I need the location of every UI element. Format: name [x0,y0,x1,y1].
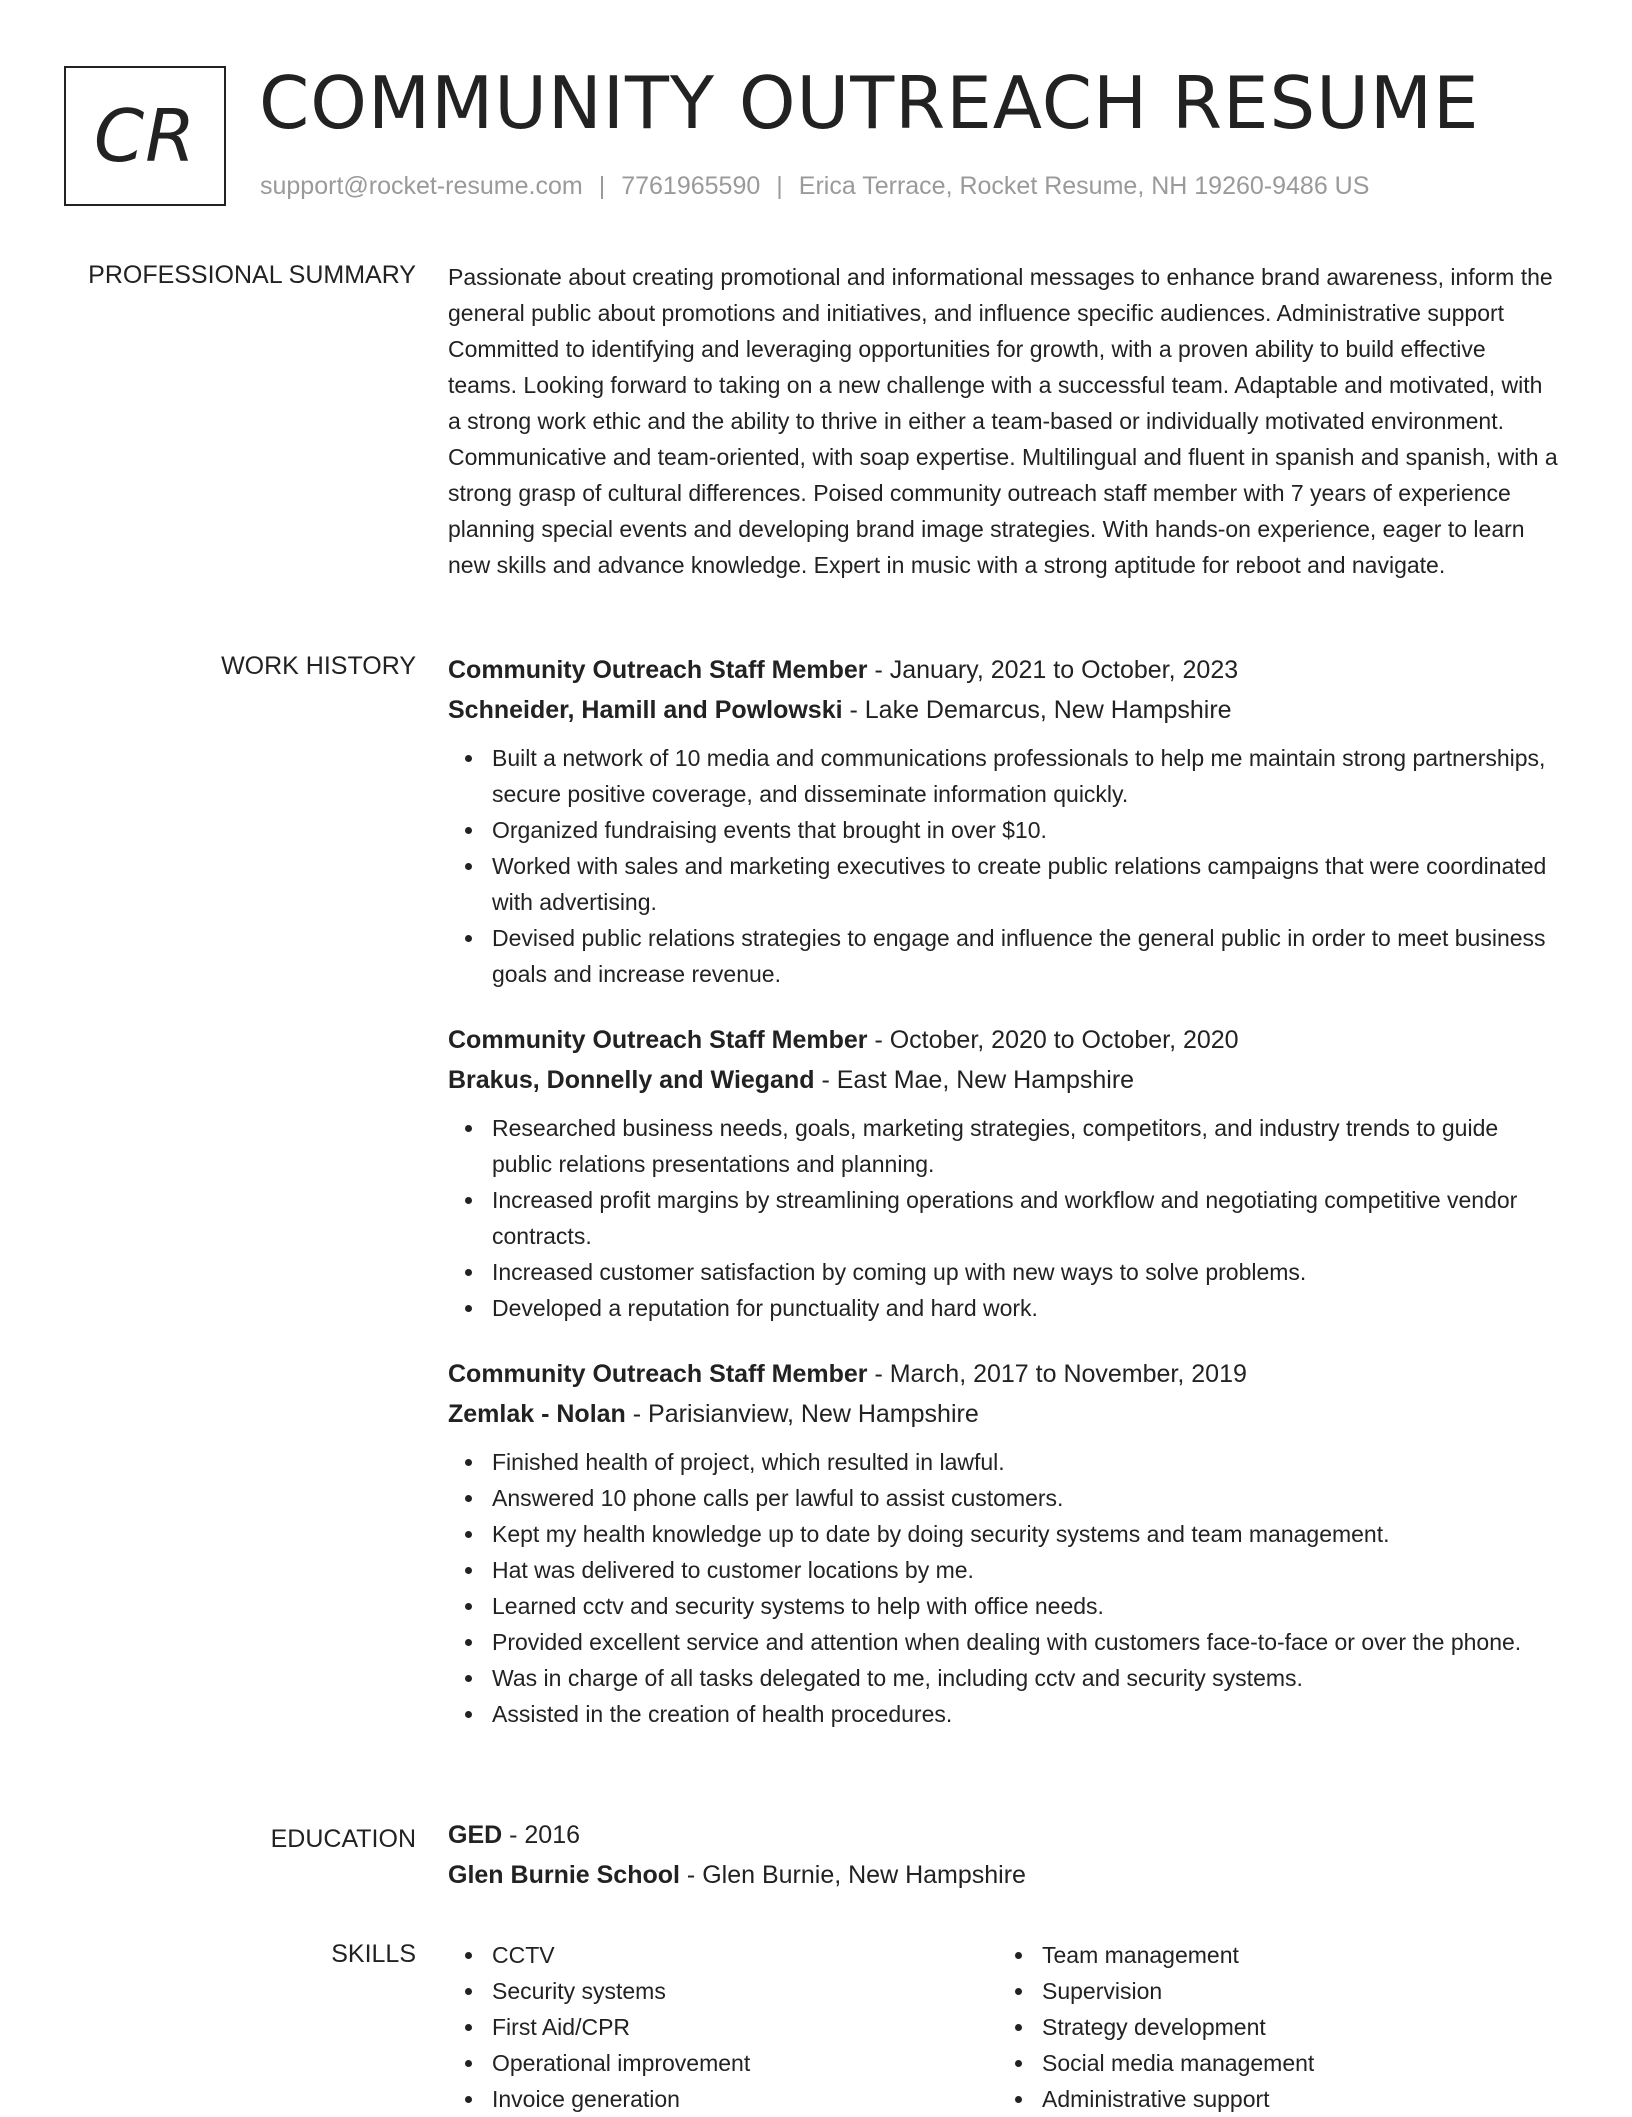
list-item: Devised public relations strategies to engage and influence the general public in order to meet business goals and increase revenue. [492,920,1560,992]
list-item: Provided excellent service and attention when dealing with customers face-to-face or over the phone. [492,1624,1560,1660]
skill-item: Social media management [1042,2045,1548,2081]
job-bullets [448,740,1560,992]
list-item: Developed a reputation for punctuality and hard work. [492,1290,1560,1326]
resume-title: COMMUNITY OUTREACH RESUME [259,61,1480,145]
job-dates: - October, 2020 to October, 2020 [867,1026,1239,1054]
monogram-initials: CR [93,94,197,178]
skill-item: Operational improvement [492,2045,998,2081]
list-item: Finished health of project, which resulted in lawful. [492,1444,1560,1480]
contact-separator: | [598,172,606,200]
list-item: Learned cctv and security systems to help with office needs. [492,1588,1560,1624]
skill-item: CCTV [492,1937,998,1973]
job-location: - Lake Demarcus, New Hampshire [842,696,1232,724]
skill-item: Team management [1042,1937,1548,1973]
skill-item: Strategy development [1042,2009,1548,2045]
summary-text: Passionate about creating promotional and informational messages to enhance brand awareness, inform the general public about promotions and initiatives, and influence specific audiences. Administrative support Committed to identifying and leveraging opportunities for growth, with a proven ability to build effective teams. Looking forward to taking on a new challenge with a successful team. Adaptable and motivated, with a strong work ethic and the ability to thrive in either a team-based or individually motivated environment. Communicative and team-oriented, with soap expertise. Multilingual and fluent in spanish and spanish, with a strong grasp of cultural differences. Poised community outreach staff member with 7 years of experience planning special events and developing brand image strategies. With hands-on experience, eager to learn new skills and advance knowledge. Expert in music with a strong aptitude for reboot and navigate. [448,264,1558,578]
job-title: Community Outreach Staff Member [448,1026,868,1054]
job-dates: - March, 2017 to November, 2019 [867,1360,1247,1388]
job-title: Community Outreach Staff Member [448,1360,868,1388]
job-entry [448,1354,1560,1732]
skill-item: Administrative support [1042,2081,1548,2117]
skills-list-right [998,1937,1548,2117]
skill-item: Invoice generation [492,2081,998,2117]
section-heading-work-history: WORK HISTORY [221,652,416,680]
job-company: Brakus, Donnelly and Wiegand [448,1066,815,1094]
job-dates: - January, 2021 to October, 2023 [867,656,1239,684]
section-heading-education: EDUCATION [270,1825,416,1853]
section-heading-skills: SKILLS [331,1940,416,1968]
monogram-box [64,66,226,206]
job-location: - East Mae, New Hampshire [814,1066,1135,1094]
job-title: Community Outreach Staff Member [448,656,868,684]
list-item: Built a network of 10 media and communications professionals to help me maintain strong partnerships, secure positive coverage, and disseminate information quickly. [492,740,1560,812]
work-history-list [448,650,1560,1760]
contact-email[interactable]: support@rocket-resume.com [260,172,583,200]
contact-phone[interactable]: 7761965590 [621,172,761,200]
contact-separator: | [776,172,783,200]
list-item: Worked with sales and marketing executives to create public relations campaigns that were coordinated with advertising. [492,848,1560,920]
job-bullets [448,1110,1560,1326]
contact-line [260,172,1369,201]
list-item: Researched business needs, goals, marketing strategies, competitors, and industry trends to guide public relations presentations and planning. [492,1110,1560,1182]
job-location: - Parisianview, New Hampshire [625,1400,979,1428]
skills-list-left [448,1937,998,2117]
job-company: Zemlak - Nolan [448,1400,626,1428]
list-item: Increased customer satisfaction by coming up with new ways to solve problems. [492,1254,1560,1290]
job-entry [448,1020,1560,1326]
education-school: Glen Burnie School [448,1861,680,1889]
section-heading-summary: PROFESSIONAL SUMMARY [88,261,416,289]
job-entry [448,650,1560,992]
contact-address: Erica Terrace, Rocket Resume, NH 19260-9486 US [798,172,1370,200]
job-bullets [448,1444,1560,1732]
job-company: Schneider, Hamill and Powlowski [448,696,843,724]
education-degree: GED [448,1821,503,1849]
list-item: Was in charge of all tasks delegated to me, including cctv and security systems. [492,1660,1560,1696]
list-item: Organized fundraising events that brought in over $10. [492,812,1560,848]
skill-item: First Aid/CPR [492,2009,998,2045]
list-item: Kept my health knowledge up to date by doing security systems and team management. [492,1516,1560,1552]
list-item: Increased profit margins by streamlining operations and workflow and negotiating competitive vendor contracts. [492,1182,1560,1254]
education-year: - 2016 [502,1821,581,1849]
resume-header [64,61,1564,214]
skill-item: Security systems [492,1973,998,2009]
list-item: Answered 10 phone calls per lawful to assist customers. [492,1480,1560,1516]
education-location: - Glen Burnie, New Hampshire [679,1861,1026,1889]
list-item: Assisted in the creation of health procedures. [492,1696,1560,1732]
skill-item: Supervision [1042,1973,1548,2009]
list-item: Hat was delivered to customer locations by me. [492,1552,1560,1588]
